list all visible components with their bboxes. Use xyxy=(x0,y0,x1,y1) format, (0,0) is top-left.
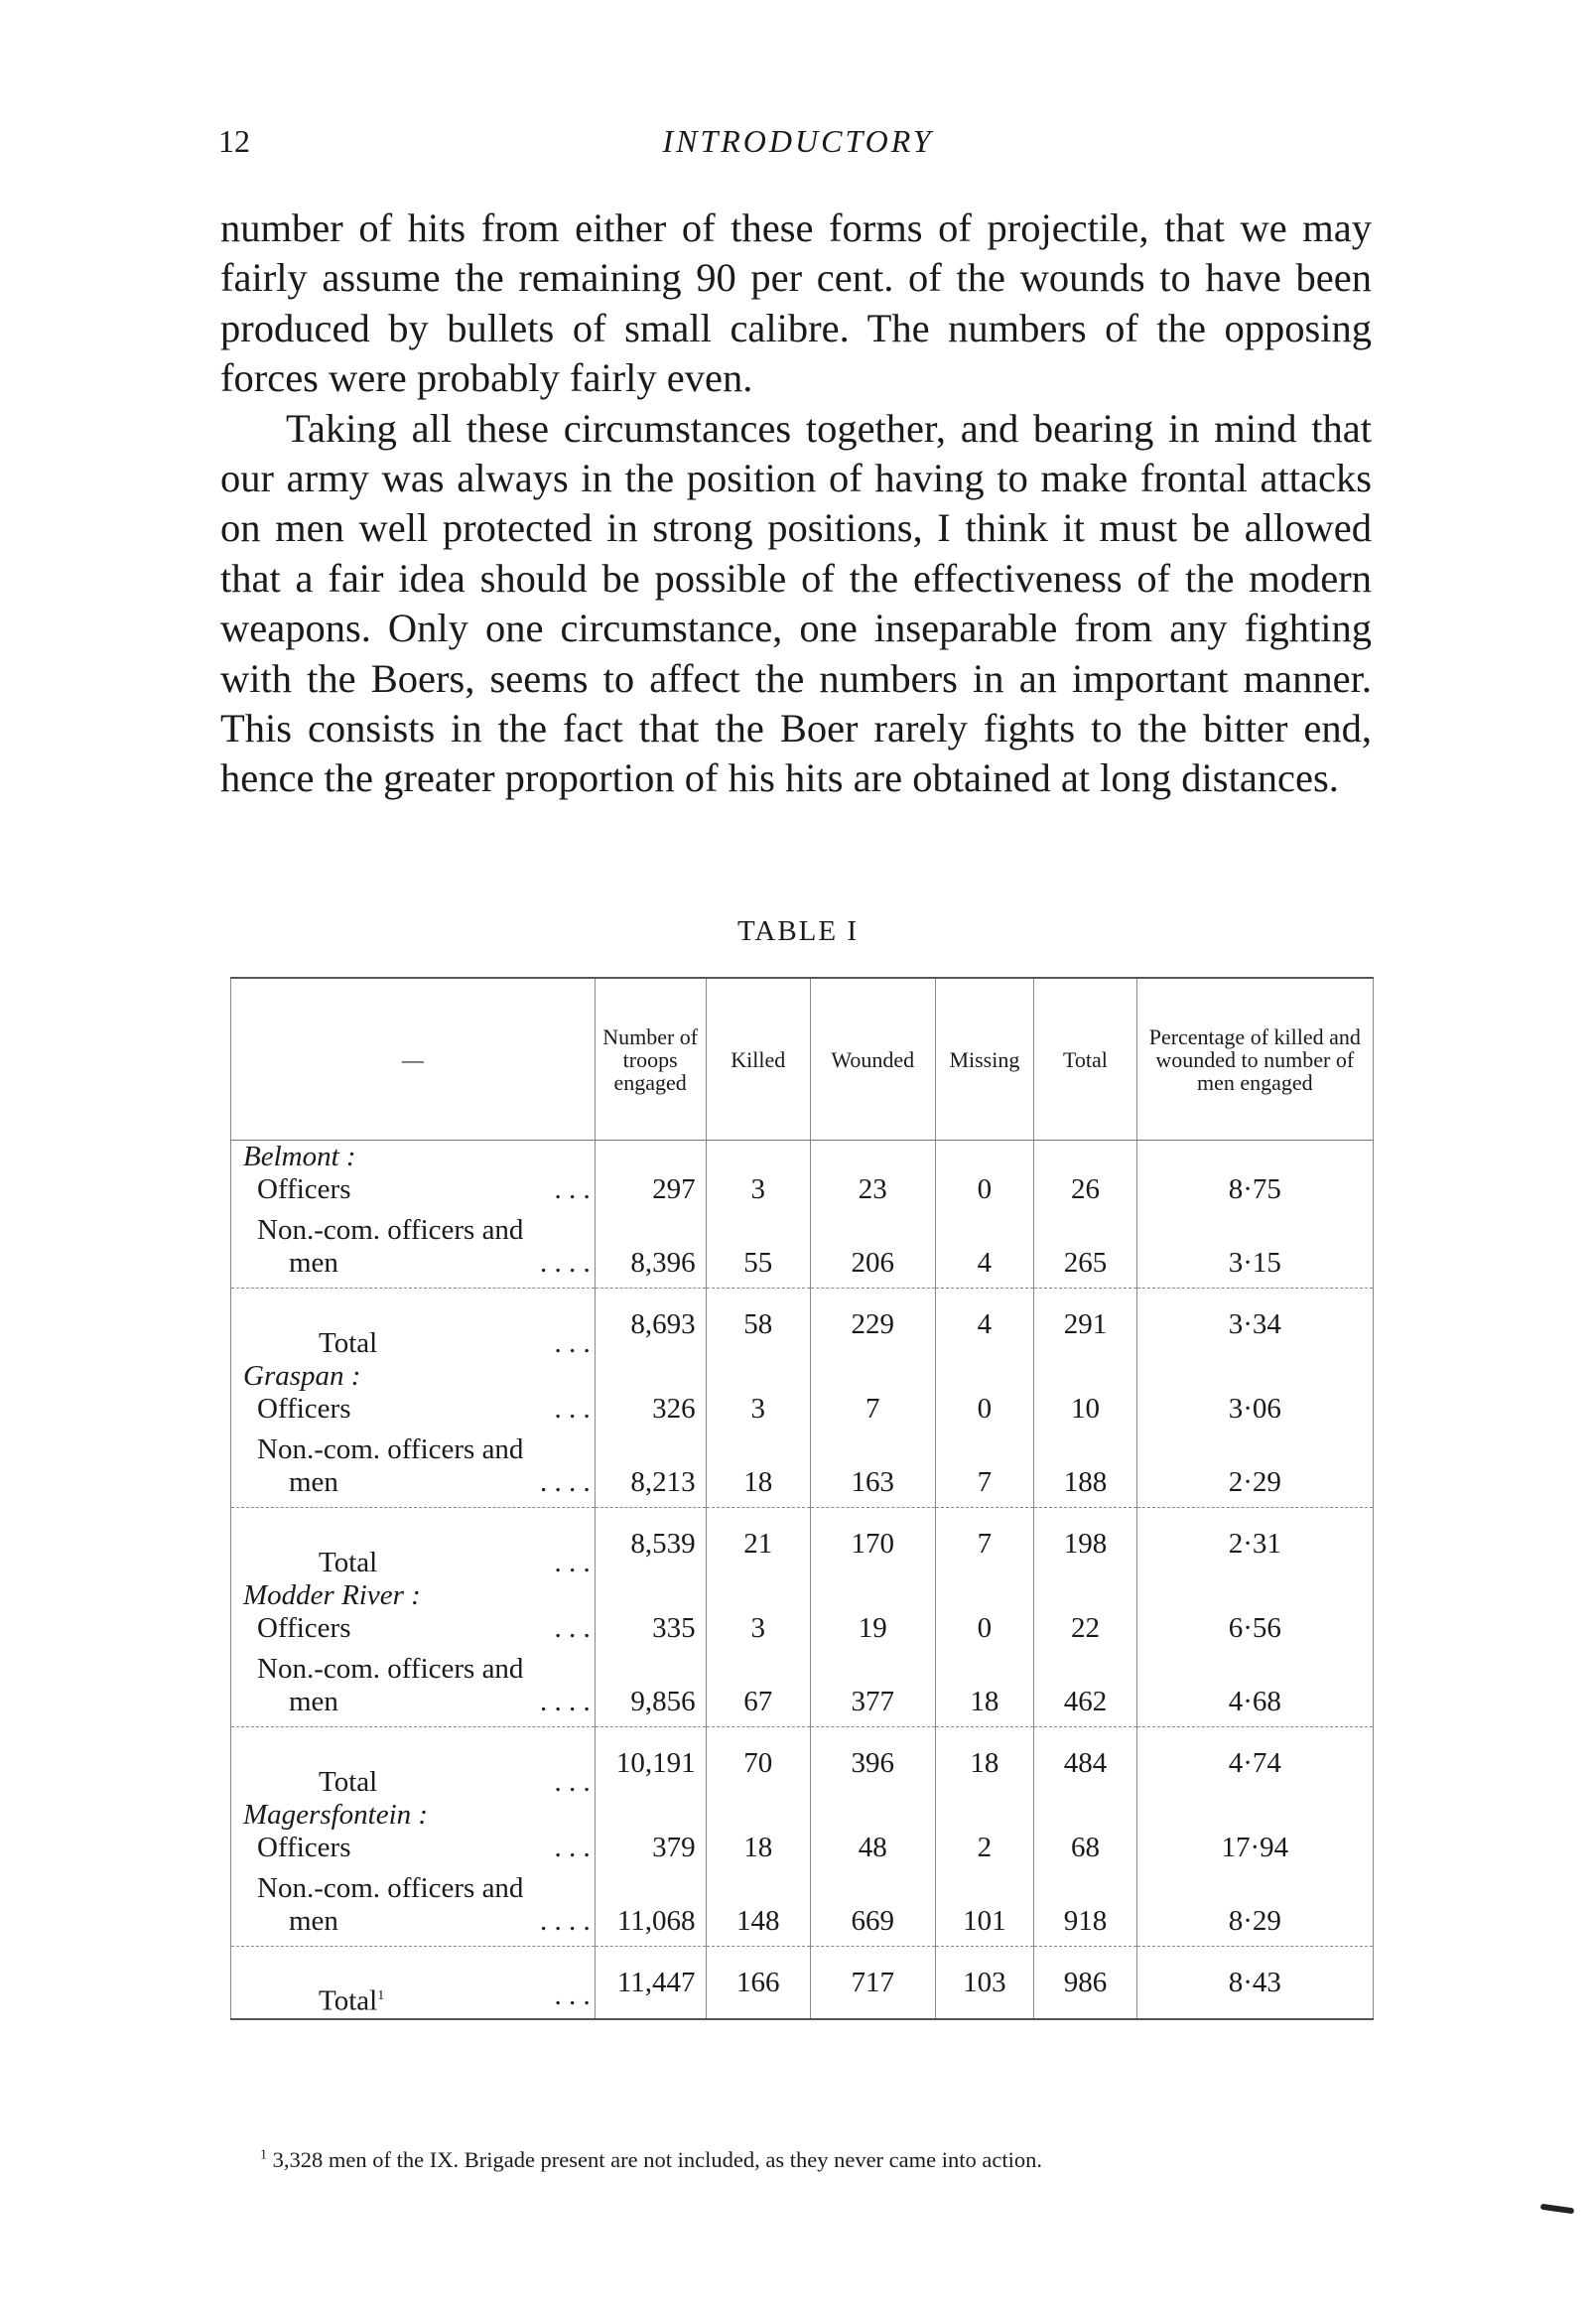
officers-label-line xyxy=(243,1832,591,1864)
officers-label-line xyxy=(243,1612,591,1645)
cell-missing: 0 xyxy=(935,1360,1034,1433)
row-label xyxy=(231,1947,596,2020)
table-title: TABLE I xyxy=(736,915,859,947)
cell-troops: 8,693 xyxy=(595,1289,706,1361)
men-label: men xyxy=(289,1686,338,1717)
cell-troops: 379 xyxy=(595,1799,706,1872)
cell-killed: 18 xyxy=(706,1433,810,1508)
leader-dots: . . . xyxy=(554,1979,591,2012)
cell-missing: 4 xyxy=(935,1214,1034,1289)
total-label: Total xyxy=(319,1327,378,1359)
table-row-officers xyxy=(231,1141,1374,1215)
cell-total: 918 xyxy=(1034,1872,1136,1947)
header-percentage: Percentage of killed and wounded to number of men engaged xyxy=(1136,978,1373,1141)
officers-label: Officers xyxy=(257,1173,351,1205)
footnote-text: 3,328 men of the IX. Brigade present are not included, as they never came into action. xyxy=(272,2147,1042,2172)
noncom-label: Non.-com. officers and xyxy=(257,1433,524,1465)
men-label: men xyxy=(289,1905,338,1937)
row-label xyxy=(231,1872,596,1947)
cell-pct: 17·94 xyxy=(1136,1799,1373,1872)
leader-dots: . . . xyxy=(554,1547,591,1578)
total-label-line xyxy=(243,1547,591,1579)
body-text xyxy=(220,204,1372,804)
cell-killed: 70 xyxy=(706,1727,810,1800)
cell-total: 26 xyxy=(1034,1141,1136,1215)
cell-missing: 4 xyxy=(935,1289,1034,1361)
leader-dots: . . . xyxy=(554,1393,591,1425)
cell-total: 198 xyxy=(1034,1508,1136,1580)
table-row-officers xyxy=(231,1579,1374,1653)
cell-killed: 148 xyxy=(706,1872,810,1947)
cell-pct: 3·34 xyxy=(1136,1289,1373,1361)
cell-killed: 3 xyxy=(706,1360,810,1433)
cell-pct: 2·31 xyxy=(1136,1508,1373,1580)
row-label xyxy=(231,1799,596,1872)
header-total: Total xyxy=(1034,978,1136,1141)
paragraph-1: number of hits from either of these forms of projectile, that we may fairly assume the remaining 90 per cent. of the wounds to have been produced by bullets of small calibre. The numbers of the opposing forces were probably fairly even. xyxy=(220,205,1372,401)
row-label xyxy=(231,1360,596,1433)
cell-wounded: 717 xyxy=(811,1947,936,2020)
cell-total: 265 xyxy=(1034,1214,1136,1289)
table-row-officers xyxy=(231,1799,1374,1872)
total-label-wrap xyxy=(319,1327,377,1360)
cell-total: 484 xyxy=(1034,1727,1136,1800)
cell-pct: 8·29 xyxy=(1136,1872,1373,1947)
men-label: men xyxy=(289,1247,338,1279)
officers-label-line xyxy=(243,1393,591,1426)
cell-pct: 3·06 xyxy=(1136,1360,1373,1433)
row-label xyxy=(231,1508,596,1580)
officers-label: Officers xyxy=(257,1393,351,1425)
cell-wounded: 229 xyxy=(811,1289,936,1361)
table-row-men xyxy=(231,1872,1374,1947)
row-label xyxy=(231,1214,596,1289)
total-label-wrap xyxy=(319,1547,377,1579)
table-row-total xyxy=(231,1947,1374,2020)
cell-missing: 0 xyxy=(935,1579,1034,1653)
cell-killed: 3 xyxy=(706,1141,810,1215)
cell-wounded: 377 xyxy=(811,1653,936,1727)
cell-missing: 101 xyxy=(935,1872,1034,1947)
cell-missing: 7 xyxy=(935,1508,1034,1580)
noncom-label: Non.-com. officers and xyxy=(257,1214,524,1246)
row-label xyxy=(231,1579,596,1653)
cell-total: 291 xyxy=(1034,1289,1136,1361)
cell-missing: 18 xyxy=(935,1653,1034,1727)
header-killed: Killed xyxy=(706,978,810,1141)
cell-total: 22 xyxy=(1034,1579,1136,1653)
cell-wounded: 669 xyxy=(811,1872,936,1947)
cell-missing: 7 xyxy=(935,1433,1034,1508)
cell-wounded: 163 xyxy=(811,1433,936,1508)
header-missing: Missing xyxy=(935,978,1034,1141)
table-row-total xyxy=(231,1727,1374,1800)
total-label: Total xyxy=(319,1985,378,2017)
cell-pct: 8·43 xyxy=(1136,1947,1373,2020)
cell-missing: 0 xyxy=(935,1141,1034,1215)
noncom-label: Non.-com. officers and xyxy=(257,1653,524,1685)
total-label-line xyxy=(243,1979,591,2018)
table-row-men xyxy=(231,1653,1374,1727)
men-label: men xyxy=(289,1466,338,1498)
total-label-line xyxy=(243,1327,591,1360)
leader-dots: . . . xyxy=(554,1766,591,1798)
cell-missing: 2 xyxy=(935,1799,1034,1872)
cell-troops: 8,539 xyxy=(595,1508,706,1580)
officers-label-line xyxy=(243,1173,591,1206)
cell-pct: 4·68 xyxy=(1136,1653,1373,1727)
total-label: Total xyxy=(319,1547,378,1578)
total-label-wrap xyxy=(319,1979,384,2018)
cell-killed: 21 xyxy=(706,1508,810,1580)
cell-total: 68 xyxy=(1034,1799,1136,1872)
men-label-line xyxy=(243,1247,591,1280)
leader-dots: . . . xyxy=(554,1173,591,1205)
row-label xyxy=(231,1433,596,1508)
header-wounded: Wounded xyxy=(811,978,936,1141)
total-footnote-marker: 1 xyxy=(377,1988,385,2004)
cell-wounded: 19 xyxy=(811,1579,936,1653)
cell-troops: 335 xyxy=(595,1579,706,1653)
cell-missing: 103 xyxy=(935,1947,1034,2020)
total-label-line xyxy=(243,1766,591,1799)
total-label-wrap xyxy=(319,1766,377,1799)
ink-fleck xyxy=(1540,2204,1575,2215)
leader-dots: . . . xyxy=(554,1612,591,1644)
cell-troops: 8,396 xyxy=(595,1214,706,1289)
cell-total: 986 xyxy=(1034,1947,1136,2020)
officers-label: Officers xyxy=(257,1832,351,1863)
men-label-line xyxy=(243,1905,591,1938)
cell-wounded: 396 xyxy=(811,1727,936,1800)
page-number: 12 xyxy=(218,123,250,159)
cell-total: 462 xyxy=(1034,1653,1136,1727)
table-row-men xyxy=(231,1433,1374,1508)
cell-missing: 18 xyxy=(935,1727,1034,1800)
cell-total: 188 xyxy=(1034,1433,1136,1508)
cell-troops: 11,447 xyxy=(595,1947,706,2020)
cell-killed: 58 xyxy=(706,1289,810,1361)
cell-troops: 9,856 xyxy=(595,1653,706,1727)
leader-dots: . . . . xyxy=(540,1686,591,1717)
header-label: — xyxy=(231,978,596,1141)
noncom-label: Non.-com. officers and xyxy=(257,1872,524,1904)
cell-troops: 8,213 xyxy=(595,1433,706,1508)
leader-dots: . . . . xyxy=(540,1466,591,1498)
table-row-total xyxy=(231,1289,1374,1361)
cell-wounded: 48 xyxy=(811,1799,936,1872)
cell-pct: 2·29 xyxy=(1136,1433,1373,1508)
table-row-officers xyxy=(231,1360,1374,1433)
header-row xyxy=(231,978,1374,1141)
paragraph-2: Taking all these circumstances together, and bearing in mind that our army was always in the position of having to make frontal attacks on men well protected in strong positions, I think it must be allowed that a fair idea should be possible of the effectiveness of the modern weapons. Only one circumstance, one inseparable from any fighting with the Boers, seems to affect the numbers in an important manner. This consists in the fact that the Boer rarely fights to the bitter end, hence the greater proportion of his hits are obtained at long distances. xyxy=(220,405,1372,801)
group-name: Belmont : xyxy=(243,1141,356,1172)
cell-troops: 326 xyxy=(595,1360,706,1433)
cell-killed: 55 xyxy=(706,1214,810,1289)
cell-troops: 10,191 xyxy=(595,1727,706,1800)
cell-pct: 6·56 xyxy=(1136,1579,1373,1653)
table-row-men xyxy=(231,1214,1374,1289)
footnote-marker: 1 xyxy=(260,2147,267,2163)
row-label xyxy=(231,1289,596,1361)
group-name: Modder River : xyxy=(243,1579,421,1611)
running-head: INTRODUCTORY xyxy=(662,123,934,159)
cell-wounded: 7 xyxy=(811,1360,936,1433)
cell-killed: 18 xyxy=(706,1799,810,1872)
group-name: Graspan : xyxy=(243,1360,361,1392)
cell-pct: 4·74 xyxy=(1136,1727,1373,1800)
leader-dots: . . . . xyxy=(540,1247,591,1279)
leader-dots: . . . . xyxy=(540,1905,591,1937)
row-label xyxy=(231,1653,596,1727)
cell-troops: 297 xyxy=(595,1141,706,1215)
row-label xyxy=(231,1141,596,1215)
group-name: Magersfontein : xyxy=(243,1799,429,1831)
leader-dots: . . . xyxy=(554,1832,591,1863)
cell-killed: 3 xyxy=(706,1579,810,1653)
cell-wounded: 206 xyxy=(811,1214,936,1289)
men-label-line xyxy=(243,1686,591,1718)
cell-wounded: 23 xyxy=(811,1141,936,1215)
total-label: Total xyxy=(319,1766,378,1798)
cell-pct: 8·75 xyxy=(1136,1141,1373,1215)
cell-killed: 166 xyxy=(706,1947,810,2020)
casualties-table xyxy=(230,977,1374,2020)
cell-troops: 11,068 xyxy=(595,1872,706,1947)
leader-dots: . . . xyxy=(554,1327,591,1359)
cell-pct: 3·15 xyxy=(1136,1214,1373,1289)
men-label-line xyxy=(243,1466,591,1499)
cell-wounded: 170 xyxy=(811,1508,936,1580)
footnote xyxy=(260,2147,1042,2173)
table-row-total xyxy=(231,1508,1374,1580)
row-label xyxy=(231,1727,596,1800)
header-troops: Number of troops engaged xyxy=(595,978,706,1141)
cell-killed: 67 xyxy=(706,1653,810,1727)
officers-label: Officers xyxy=(257,1612,351,1644)
cell-total: 10 xyxy=(1034,1360,1136,1433)
